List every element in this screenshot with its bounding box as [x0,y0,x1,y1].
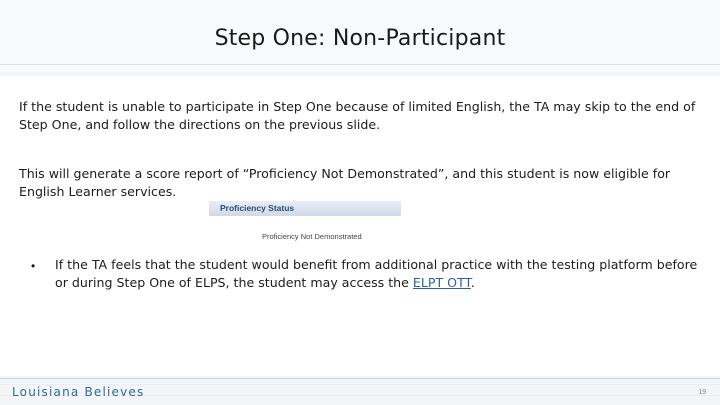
slide-title: Step One: Non-Participant [214,26,506,51]
bullet-end: . [470,275,475,290]
bullet-item [55,256,705,292]
proficiency-status-header: Proficiency Status [209,201,401,216]
elpt-ott-link[interactable]: ELPT OTT [412,275,471,290]
bullet-text: If the TA feels that the student would benefit from additional practice with the testing platform before or during Step One of ELPS, the student may access the [55,257,698,290]
bullet-marker: • [31,259,36,273]
title-divider [0,64,720,65]
paragraph-skip-step: If the student is unable to participate in Step One because of limited English, the TA may skip to the end of Step One, and follow the directions on the previous slide. [19,99,696,132]
louisiana-believes-logo: Louisiana Believes [12,385,145,399]
footer-divider [0,378,720,379]
paragraph-score-report: This will generate a score report of “Proficiency Not Demonstrated”, and this student is now eligible for English Learner services. [19,166,671,199]
page-number: 19 [698,389,706,396]
proficiency-status-value: Proficiency Not Demonstrated [262,232,362,241]
